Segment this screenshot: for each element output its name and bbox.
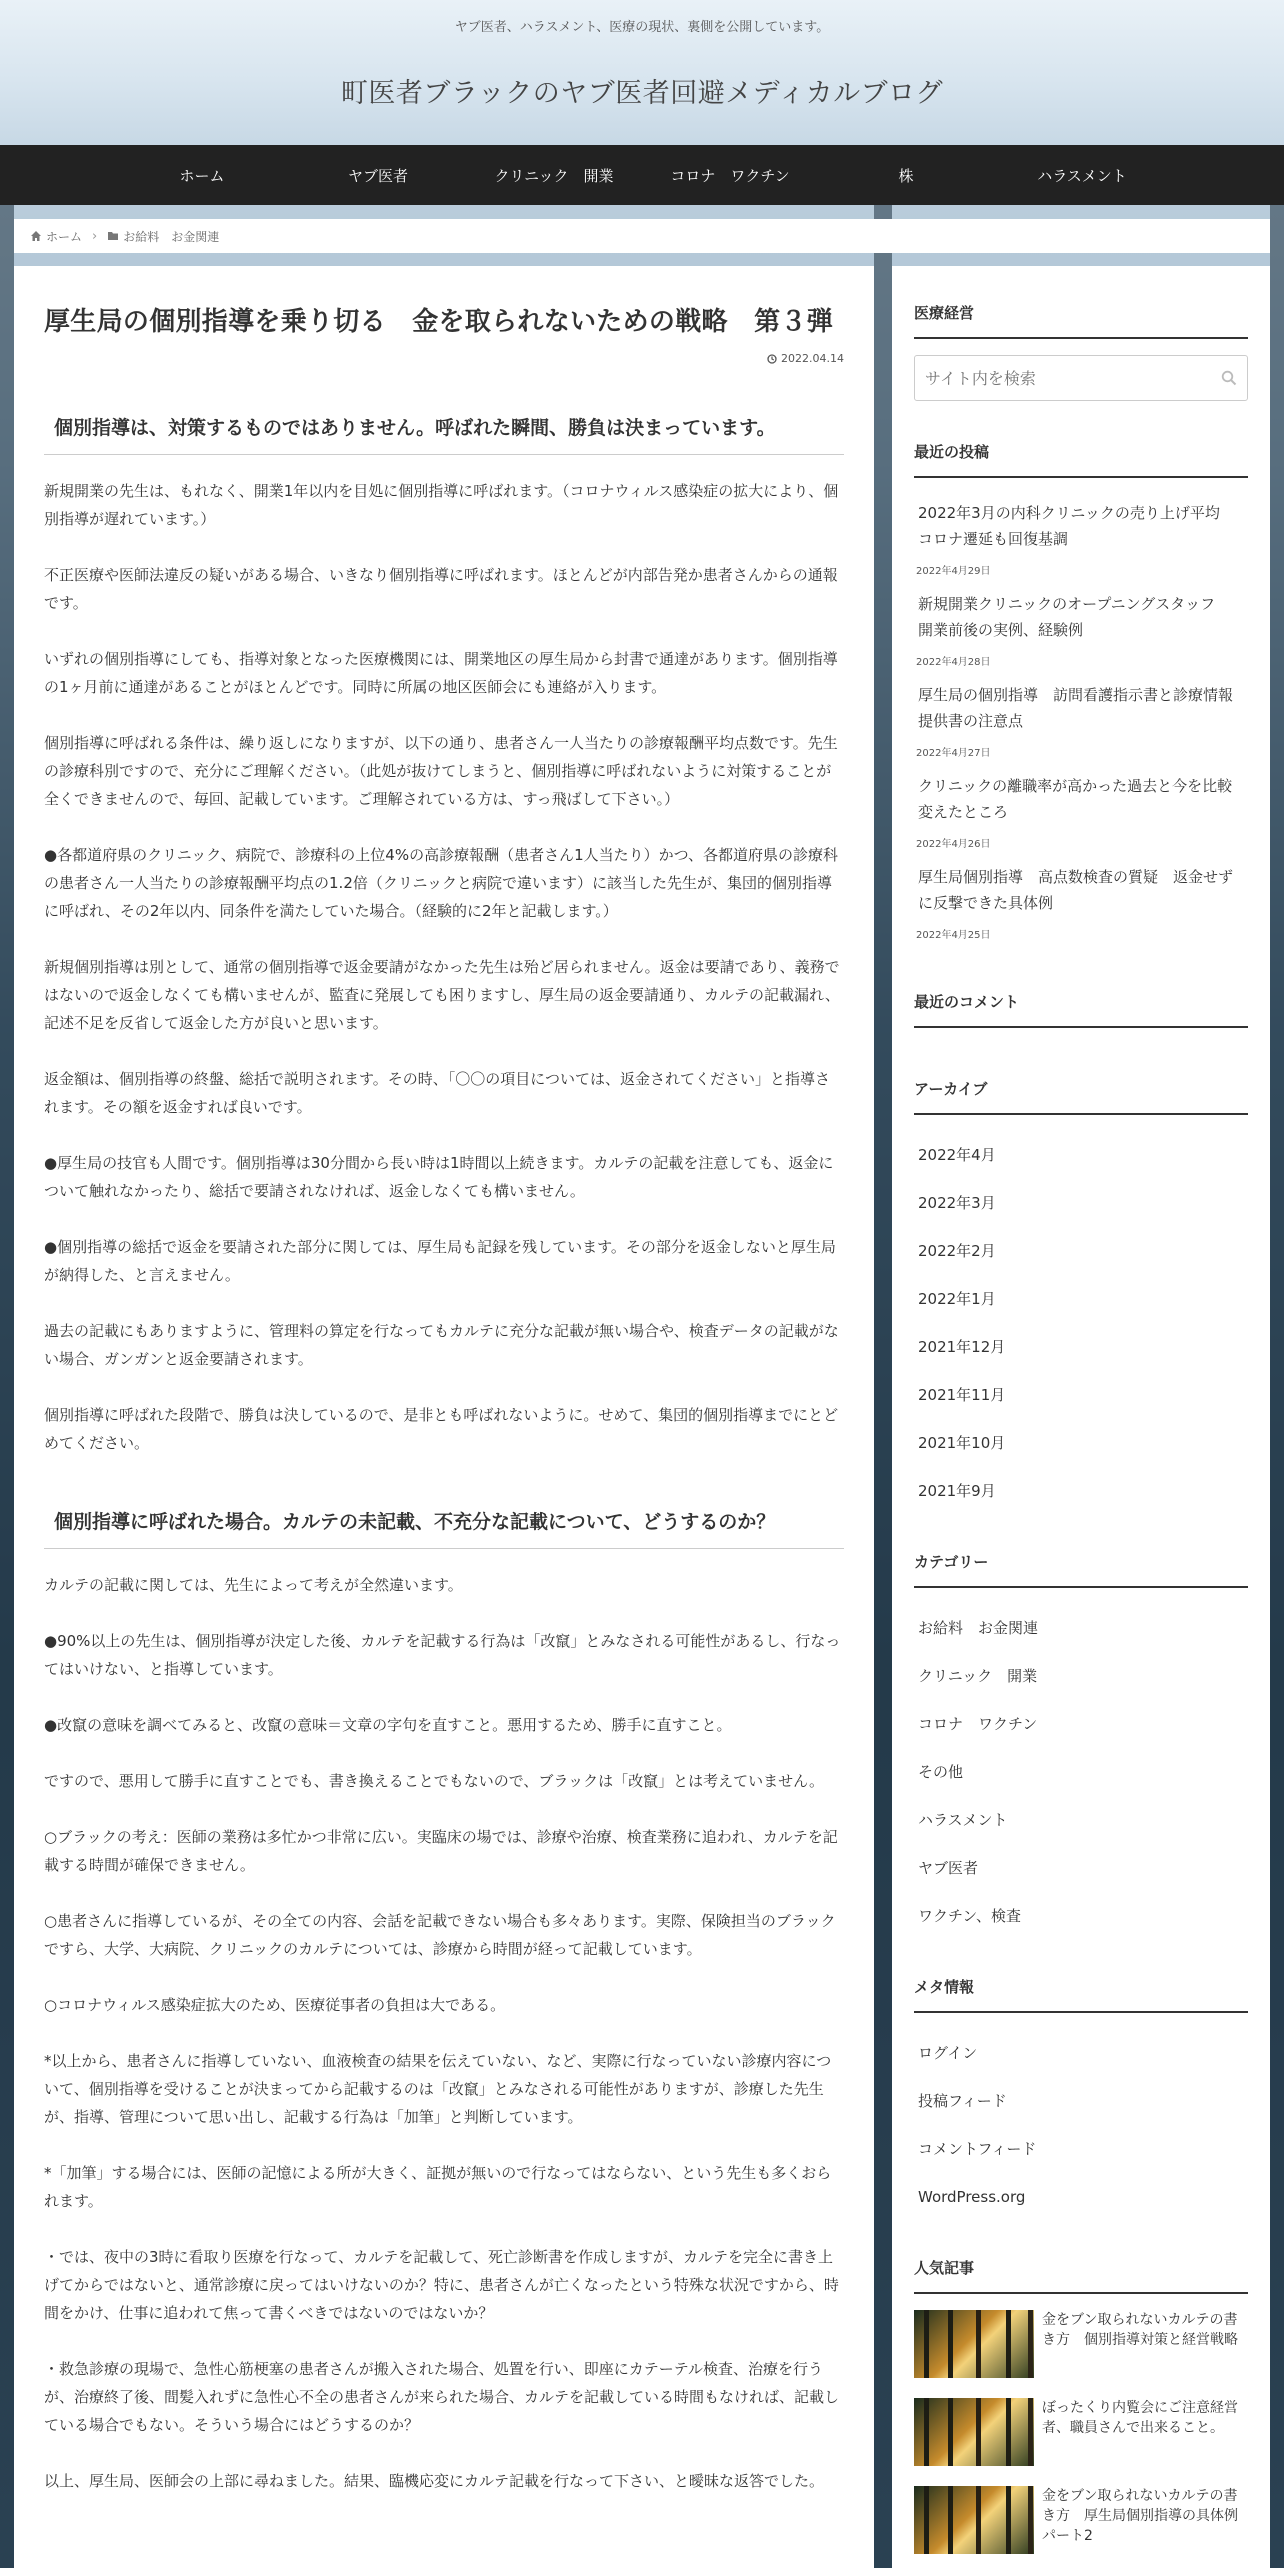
post-date-text: 2022.04.14	[781, 352, 844, 366]
paragraph: ○ブラックの考え：医師の業務は多忙かつ非常に広い。実臨床の場では、診療や治療、検査業務に追われ、カルテを記載する時間が確保できません。	[44, 1827, 838, 1874]
archive-link[interactable]: 2022年3月	[918, 1194, 996, 1212]
popular-post-thumbnail[interactable]	[914, 2398, 1034, 2466]
category-link[interactable]: ワクチン、検査	[918, 1907, 1022, 1925]
paragraph: ・救急診療の現場で、急性心筋梗塞の患者さんが搬入された場合、処置を行い、即座にカテーテル検査、治療を行うが、治療終了後、間髪入れずに急性心不全の患者さんが来られた場合、カルテを記載している時間もなければ、記載している場合でもない。そういう場合にはどうするのか？	[44, 2359, 840, 2434]
widget-title-medical-management: 医療経営	[914, 302, 1248, 339]
paragraph: ●改竄の意味を調べてみると、改竄の意味＝文章の字句を直すこと。悪用するため、勝手に直すこと。	[44, 1715, 732, 1734]
post-title: 厚生局の個別指導を乗り切る 金を取られないための戦略 第３弾	[44, 307, 834, 337]
popular-post-thumbnail[interactable]	[914, 2486, 1034, 2554]
meta-link-wordpress[interactable]: WordPress.org	[918, 2188, 1026, 2206]
chevron-right-icon: ›	[92, 228, 98, 244]
archive-link[interactable]: 2021年12月	[918, 1338, 1006, 1356]
archive-link[interactable]: 2022年4月	[918, 1146, 996, 1164]
nav-item-home[interactable]: ホーム	[179, 166, 225, 185]
nav-item-corona[interactable]: コロナ ワクチン	[670, 166, 790, 185]
paragraph: 過去の記載にもありますように、管理料の算定を行なってもカルテに充分な記載が無い場合や、検査データの記載がない場合、ガンガンと返金要請されます。	[44, 1321, 839, 1368]
paragraph: ○コロナウィルス感染症拡大のため、医療従事者の負担は大である。	[44, 1995, 506, 2014]
breadcrumb-category-label: お給料 お金関連	[123, 229, 220, 244]
folder-icon	[107, 230, 119, 242]
popular-post[interactable]	[914, 2398, 1248, 2466]
breadcrumb-home-label: ホーム	[46, 229, 83, 244]
clock-icon	[767, 354, 777, 364]
meta-link-entries-feed[interactable]: 投稿フィード	[918, 2092, 1007, 2110]
archive-link[interactable]: 2021年11月	[918, 1386, 1006, 1404]
widget-title-popular: 人気記事	[914, 2257, 1248, 2294]
recent-post-date: 2022年4月28日	[916, 657, 991, 668]
category-link[interactable]: ハラスメント	[918, 1811, 1008, 1829]
paragraph: ・では、夜中の3時に看取り医療を行なって、カルテを記載して、死亡診断書を作成しますが、カルテを完全に書き上げてからではないと、通常診療に戻ってはいけないのか？特に、患者さんが亡くなったという特殊な状況ですから、時間をかけ、仕事に追われて焦って書くべきではないのではないか？	[44, 2247, 839, 2322]
nav-item-stock[interactable]: 株	[898, 166, 914, 185]
paragraph: 返金額は、個別指導の終盤、総括で説明されます。その時、「〇〇の項目については、返金されてください」と指導されます。その額を返金すれば良いです。	[44, 1069, 831, 1116]
recent-post-date: 2022年4月26日	[916, 839, 991, 850]
search-icon[interactable]	[1221, 370, 1237, 386]
home-icon	[30, 230, 42, 242]
category-link[interactable]: クリニック 開業	[918, 1667, 1038, 1685]
recent-post-link[interactable]: 厚生局の個別指導 訪問看護指示書と診療情報提供書の注意点	[918, 686, 1234, 730]
site-header	[0, 0, 1284, 145]
popular-post[interactable]	[914, 2310, 1248, 2378]
paragraph: ●厚生局の技官も人間です。個別指導は30分間から長い時は1時間以上続きます。カルテの記載を注意しても、返金について触れなかったり、総括で要請されなければ、返金しなくても構いません。	[44, 1153, 834, 1200]
recent-post-date: 2022年4月25日	[916, 930, 991, 941]
popular-post-thumbnail[interactable]	[914, 2310, 1034, 2378]
nav-item-yabu[interactable]: ヤブ医者	[347, 166, 408, 185]
paragraph: ですので、悪用して勝手に直すことでも、書き換えることでもないので、ブラックは「改竄」とは考えていません。	[44, 1771, 825, 1790]
paragraph: いずれの個別指導にしても、指導対象となった医療機関には、開業地区の厚生局から封書で通達があります。個別指導の1ヶ月前に通達があることがほとんどです。同時に所属の地区医師会にも連絡が入ります。	[44, 649, 838, 696]
category-link[interactable]: ヤブ医者	[918, 1859, 979, 1877]
widget-title-recent-comments: 最近のコメント	[914, 991, 1248, 1028]
category-link[interactable]: コロナ ワクチン	[918, 1715, 1038, 1733]
sidebar	[892, 266, 1270, 2568]
meta-link-login[interactable]: ログイン	[918, 2044, 978, 2062]
paragraph: 以上、厚生局、医師会の上部に尋ねました。結果、臨機応変にカルテ記載を行なって下さい、と曖昧な返答でした。	[44, 2471, 825, 2490]
paragraph: 新規個別指導は別として、通常の個別指導で返金要請がなかった先生は殆ど居られません。返金は要請であり、義務ではないので返金しなくても構いませんが、監査に発展しても困りますし、厚生局の返金要請通り、カルテの記載漏れ、記述不足を反省して返金した方が良いと思います。	[44, 957, 840, 1032]
widget-title-categories: カテゴリー	[914, 1551, 1248, 1588]
breadcrumb-home[interactable]	[30, 228, 82, 245]
paragraph: ●個別指導の総括で返金を要請された部分に関しては、厚生局も記録を残しています。その部分を返金しないと厚生局が納得した、と言えません。	[44, 1237, 836, 1284]
paragraph: ●90%以上の先生は、個別指導が決定した後、カルテを記載する行為は「改竄」とみなされる可能性があるし、行なってはいけない、と指導しています。	[44, 1631, 841, 1678]
paragraph: ○患者さんに指導しているが、その全ての内容、会話を記載できない場合も多々あります。実際、保険担当のブラックですら、大学、大病院、クリニックのカルテについては、診療から時間が経って記載しています。	[44, 1911, 836, 1958]
paragraph: 不正医療や医師法違反の疑いがある場合、いきなり個別指導に呼ばれます。ほとんどが内部告発か患者さんからの通報です。	[44, 565, 838, 612]
breadcrumb-category[interactable]	[107, 228, 219, 245]
paragraph: *以上から、患者さんに指導していない、血液検査の結果を伝えていない、など、実際に行なっていない診療内容について、個別指導を受けることが決まってから記載するのは「改竄」とみなされる可能性がありますが、診療した先生が、指導、管理について思い出し、記載する行為は「加筆」と判断しています。	[44, 2051, 832, 2126]
article-main	[14, 266, 874, 2568]
archive-link[interactable]: 2021年10月	[918, 1434, 1006, 1452]
popular-post-title[interactable]: ぼったくり内覧会にご注意経営者、職員さんで出来ること。	[1042, 2400, 1238, 2436]
category-link[interactable]: お給料 お金関連	[918, 1619, 1039, 1637]
popular-post[interactable]	[914, 2486, 1248, 2554]
post-date	[44, 352, 844, 365]
archive-link[interactable]: 2022年1月	[918, 1290, 996, 1308]
widget-title-archives: アーカイブ	[914, 1078, 1248, 1115]
site-title[interactable]: 町医者ブラックのヤブ医者回避メディカルブログ	[340, 78, 944, 109]
archive-link[interactable]: 2022年2月	[918, 1242, 996, 1260]
recent-post-link[interactable]: クリニックの離職率が高かった過去と今を比較 変えたところ	[918, 777, 1248, 821]
paragraph: カルテの記載に関しては、先生によって考えが全然違います。	[44, 1575, 463, 1594]
global-nav	[0, 145, 1284, 205]
nav-item-clinic[interactable]: クリニック 開業	[494, 166, 614, 185]
nav-item-harassment[interactable]: ハラスメント	[1037, 166, 1127, 185]
paragraph: *「加筆」する場合には、医師の記憶による所が大きく、証拠が無いので行なってはならない、という先生も多くおられます。	[44, 2163, 832, 2210]
paragraph: 新規開業の先生は、もれなく、開業1年以内を目処に個別指導に呼ばれます。（コロナウィルス感染症の拡大により、個別指導が遅れています。）	[44, 481, 839, 528]
widget-title-recent-posts: 最近の投稿	[914, 441, 1248, 478]
site-tagline: ヤブ医者、ハラスメント、医療の現状、裏側を公開しています。	[454, 20, 830, 35]
paragraph: 個別指導に呼ばれる条件は、繰り返しになりますが、以下の通り、患者さん一人当たりの診療報酬平均点数です。先生の診療科別ですので、充分にご理解ください。（此処が抜けてしまうと、個別指導に呼ばれないように対策することが全くできませんので、毎回、記載しています。ご理解されている方は、すっ飛ばして下さい。）	[44, 733, 838, 808]
meta-link-comments-feed[interactable]: コメントフィード	[918, 2140, 1037, 2158]
section-heading-2: 個別指導に呼ばれた場合。カルテの未記載、不充分な記載について、どうするのか？	[44, 1497, 844, 1549]
widget-title-meta: メタ情報	[914, 1976, 1248, 2013]
popular-post-title[interactable]: 金をブン取られないカルテの書き方 厚生局個別指導の具体例パート2	[1042, 2488, 1238, 2544]
recent-post-link[interactable]: 2022年3月の内科クリニックの売り上げ平均 コロナ遷延も回復基調	[918, 504, 1235, 548]
section-heading-1: 個別指導は、対策するものではありません。呼ばれた瞬間、勝負は決まっています。	[44, 403, 844, 455]
recent-post-link[interactable]: 厚生局個別指導 高点数検査の質疑 返金せずに反撃できた具体例	[918, 868, 1234, 912]
recent-post-link[interactable]: 新規開業クリニックのオープニングスタッフ 開業前後の実例、経験例	[918, 595, 1231, 639]
category-link[interactable]: その他	[918, 1763, 964, 1781]
breadcrumb	[14, 219, 1270, 253]
popular-post-title[interactable]: 金をブン取られないカルテの書き方 個別指導対策と経営戦略	[1042, 2312, 1238, 2348]
recent-post-date: 2022年4月29日	[916, 566, 991, 577]
recent-post-date: 2022年4月27日	[916, 748, 991, 759]
paragraph: ●各都道府県のクリニック、病院で、診療科の上位4%の高診療報酬（患者さん1人当たり）かつ、各都道府県の診療科の患者さん一人当たりの診療報酬平均点の1.2倍（クリニックと病院で違います）に該当した先生が、集団的個別指導に呼ばれ、その2年以内、同条件を満たしていた場合。（経験的に2年と記載します。）	[44, 845, 839, 920]
paragraph: 個別指導に呼ばれた段階で、勝負は決しているので、是非とも呼ばれないように。せめて、集団的個別指導までにとどめてください。	[44, 1405, 839, 1452]
archive-link[interactable]: 2021年9月	[918, 1482, 996, 1500]
search-input[interactable]	[925, 369, 1205, 388]
search-box	[914, 355, 1248, 401]
